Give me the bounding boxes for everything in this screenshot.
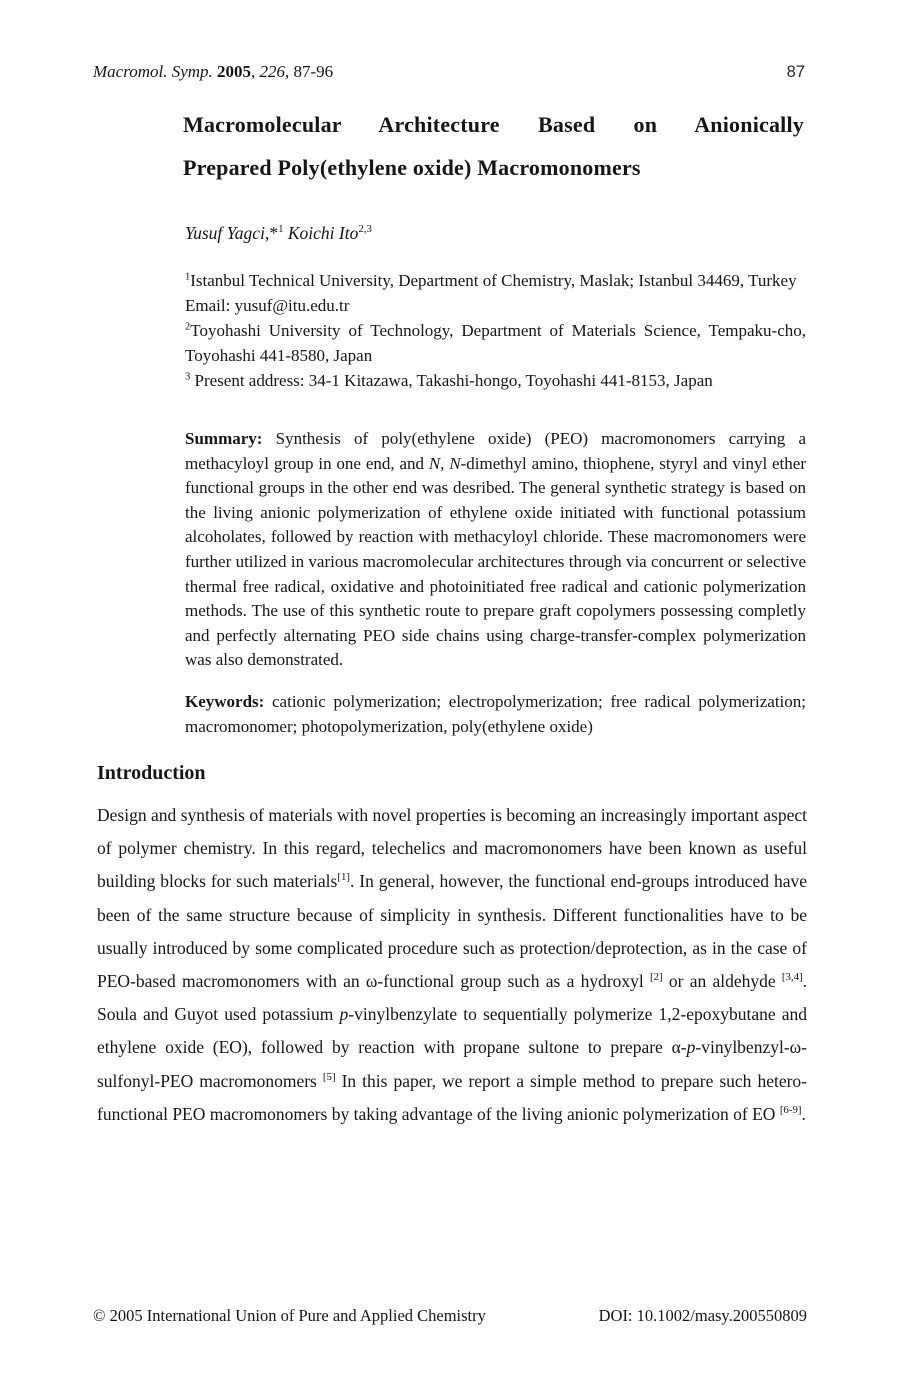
journal-reference: Macromol. Symp. 2005, 226, 87-96 (93, 62, 334, 81)
keywords-paragraph: Keywords: cationic polymerization; electropolymerization; free radical polymerization; macromonomer; photopolymerization, poly(ethylene oxide) (185, 692, 806, 736)
affiliation-1: $^1$Istanbul Technical University, Department of Chemistry, Maslak; Istanbul 34469, Turkey (185, 271, 797, 290)
affiliations-block (185, 268, 806, 393)
article-title-line2: Prepared Poly(ethylene oxide) Macromonomers (183, 155, 641, 180)
page-number: 87 (786, 63, 805, 81)
copyright-notice: © 2005 International Union of Pure and Applied Chemistry (93, 1306, 486, 1325)
summary-paragraph: Summary: Synthesis of poly(ethylene oxide) (PEO) macromonomers carrying a methacyloyl group in one end, and N, N-dimethyl amino, thiophene, styryl and vinyl ether functional groups in the other end was desribed. The general synthetic strategy is based on the living anionic polymerization of ethylene oxide initiated with functional potassium alcoholates, followed by reaction with methacyloyl chloride. These macromonomers were further utilized in various macromolecular architectures through via concurrent or selective thermal free radical, oxidative and photoinitiated free radical and cationic polymerization methods. The use of this synthetic route to prepare graft copolymers possessing completly and perfectly alternating PEO side chains using charge-transfer-complex polymerization was also demonstrated. (185, 429, 806, 670)
page-footer (93, 1306, 807, 1326)
affiliation-email: Email: yusuf@itu.edu.tr (185, 296, 350, 315)
article-title (183, 103, 804, 189)
page-header (93, 62, 805, 82)
introduction-heading: Introduction (97, 762, 206, 784)
doi-text: DOI: 10.1002/masy.200550809 (598, 1306, 807, 1325)
article-title-line1: Macromolecular Architecture Based on Anionically (183, 112, 804, 137)
author-line: Yusuf Yagci,*$^1$ Koichi Ito$^{2,3}$ (185, 223, 372, 243)
affiliation-3-present-address: $^3$ Present address: 34-1 Kitazawa, Takashi-hongo, Toyohashi 441-8153, Japan (185, 371, 713, 390)
affiliation-2: $^2$Toyohashi University of Technology, Department of Materials Science, Tempaku-cho, Toyohashi 441-8580, Japan (185, 321, 806, 365)
introduction-paragraph: Design and synthesis of materials with novel properties is becoming an increasingly important aspect of polymer chemistry. In this regard, telechelics and macromonomers have been known as useful building blocks for such materials[1]. In general, however, the functional end-groups introduced have been of the same structure because of simplicity in synthesis. Different functionalities have to be usually introduced by some complicated procedure such as protection/deprotection, as in the case of PEO-based macromonomers with an ω-functional group such as a hydroxyl [2] or an aldehyde [3,4]. Soula and Guyot used potassium p-vinylbenzylate to sequentially polymerize 1,2-epoxybutane and ethylene oxide (EO), followed by reaction with propane sultone to prepare α-p-vinylbenzyl-ω-sulfonyl-PEO macromonomers [5] In this paper, we report a simple method to prepare such hetero-functional PEO macromonomers by taking advantage of the living anionic polymerization of EO [6-9]. (97, 805, 808, 1124)
